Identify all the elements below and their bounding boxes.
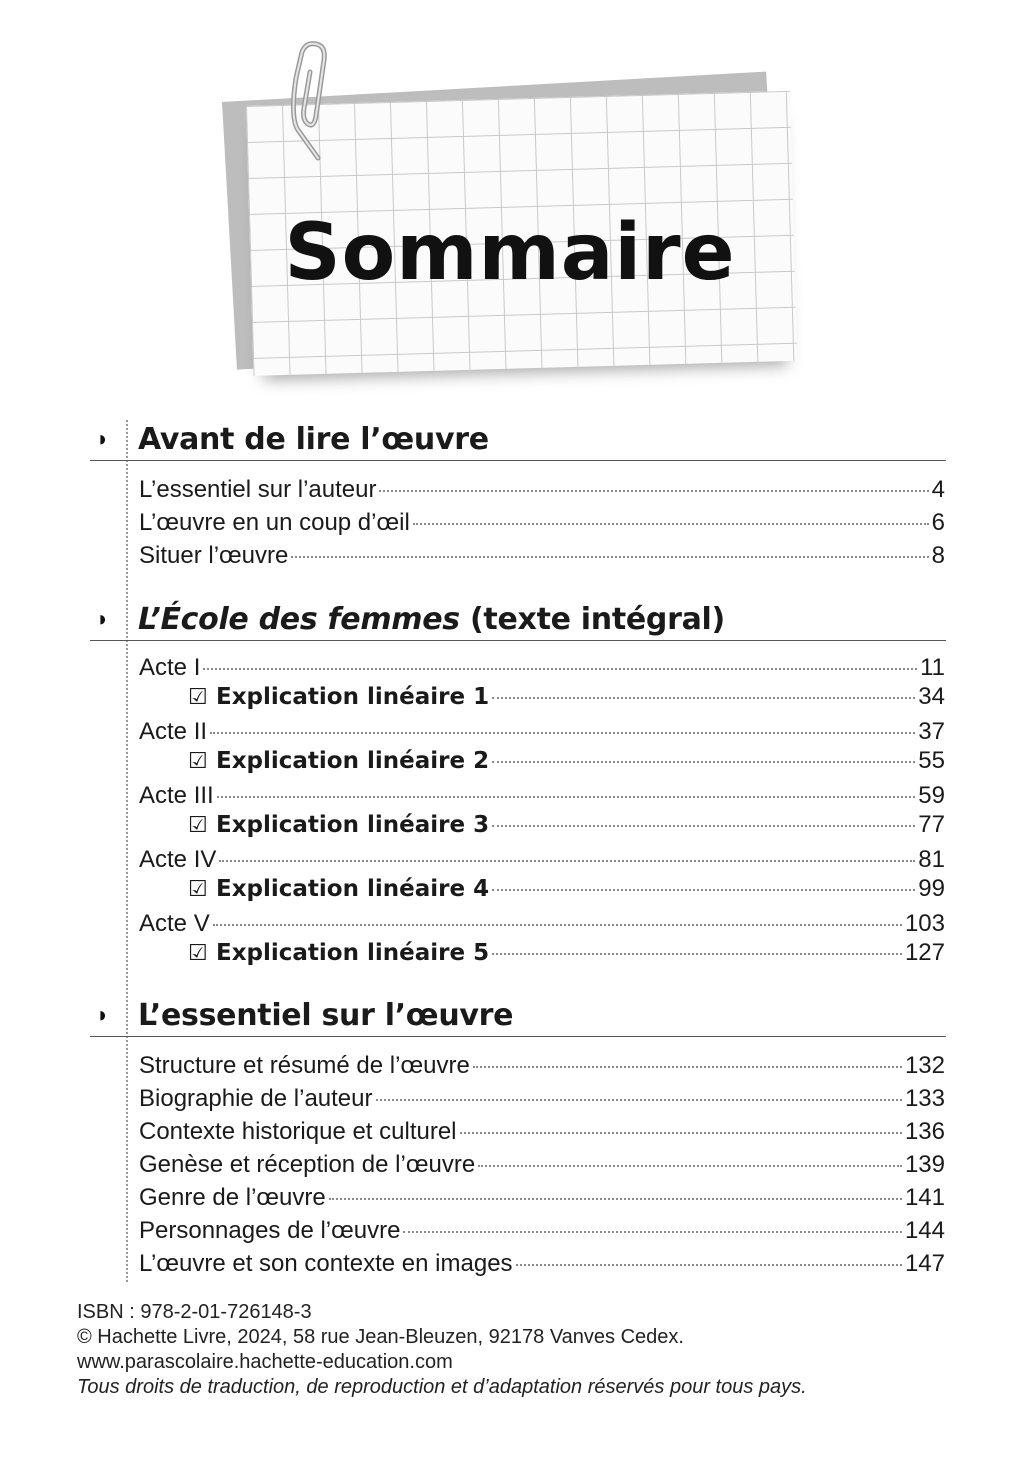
entry-label: Acte V <box>139 910 210 937</box>
page-number: 136 <box>904 1118 945 1145</box>
page-number: 144 <box>904 1217 945 1244</box>
checkmark-icon: ☑ <box>188 685 208 710</box>
dot-leader <box>203 668 917 670</box>
page-number: 4 <box>931 476 945 503</box>
page-number: 133 <box>904 1085 945 1112</box>
toc-entry[interactable] <box>139 1217 945 1249</box>
dot-leader <box>492 825 915 827</box>
dot-leader <box>403 1231 901 1233</box>
triangle-bullet-icon: ◗ <box>96 1002 110 1027</box>
toc-entry[interactable] <box>139 1151 945 1183</box>
entry-label: Acte I <box>139 654 201 681</box>
entry-label: Biographie de l’auteur <box>139 1085 373 1112</box>
page-number: 59 <box>918 782 945 809</box>
toc-entry[interactable] <box>139 476 945 508</box>
dot-leader <box>379 490 928 492</box>
entry-label: Explication linéaire 4 <box>216 876 490 902</box>
copyright-text: © Hachette Livre, 2024, 58 rue Jean-Bleuzen, 92178 Vanves Cedex. <box>77 1326 684 1348</box>
dot-leader <box>473 1066 902 1068</box>
dot-leader <box>492 697 915 699</box>
page-number: 34 <box>918 683 945 710</box>
entry-label: Acte IV <box>139 846 217 873</box>
page-number: 81 <box>918 846 945 873</box>
page-number: 103 <box>904 910 945 937</box>
section-heading <box>90 420 946 461</box>
dot-leader <box>210 732 915 734</box>
toc-entry[interactable] <box>139 910 945 942</box>
dot-leader <box>492 761 915 763</box>
toc-dotted-rail <box>126 420 128 1282</box>
header-note <box>200 30 820 400</box>
entry-label: Explication linéaire 3 <box>216 812 490 838</box>
entry-label: Situer l’œuvre <box>139 542 289 569</box>
toc-entry[interactable] <box>139 1184 945 1216</box>
dot-leader <box>213 924 902 926</box>
entry-label: Contexte historique et culturel <box>139 1118 457 1145</box>
toc-subentry[interactable] <box>188 875 945 907</box>
checkmark-icon: ☑ <box>188 877 208 902</box>
entry-label: Explication linéaire 5 <box>216 940 490 966</box>
checkmark-icon: ☑ <box>188 749 208 774</box>
toc-entry[interactable] <box>139 654 945 686</box>
toc-entry[interactable] <box>139 1085 945 1117</box>
entry-label: Explication linéaire 1 <box>216 684 490 710</box>
dot-leader <box>516 1264 902 1266</box>
entry-label: L’œuvre en un coup d’œil <box>139 509 410 536</box>
page-number: 147 <box>904 1250 945 1277</box>
dot-leader <box>329 1198 902 1200</box>
checkmark-icon: ☑ <box>188 813 208 838</box>
toc-entry[interactable] <box>139 1052 945 1084</box>
page-title: Sommaire <box>284 208 736 298</box>
page-number: 55 <box>918 747 945 774</box>
triangle-bullet-icon: ◗ <box>96 426 110 451</box>
page-number: 6 <box>931 509 945 536</box>
entry-label: Genre de l’œuvre <box>139 1184 326 1211</box>
section-title: L’essentiel sur l’œuvre <box>138 998 514 1033</box>
toc-entry[interactable] <box>139 1250 945 1282</box>
page-number: 37 <box>918 718 945 745</box>
toc-subentry[interactable] <box>188 939 945 971</box>
section-heading <box>90 600 946 641</box>
entry-label: Structure et résumé de l’œuvre <box>139 1052 470 1079</box>
isbn-text: ISBN : 978-2-01-726148-3 <box>77 1301 312 1323</box>
page-number: 127 <box>904 939 945 966</box>
paperclip-icon <box>284 38 344 168</box>
dot-leader <box>219 860 915 862</box>
section-heading <box>90 996 946 1037</box>
toc-subentry[interactable] <box>188 683 945 715</box>
dot-leader <box>376 1099 902 1101</box>
dot-leader <box>217 796 916 798</box>
entry-label: Acte III <box>139 782 214 809</box>
entry-label: Personnages de l’œuvre <box>139 1217 401 1244</box>
colophon <box>77 1300 807 1400</box>
toc-entry[interactable] <box>139 1118 945 1150</box>
website-link[interactable]: www.parascolaire.hachette-education.com <box>77 1351 453 1373</box>
toc-entry[interactable] <box>139 782 945 814</box>
toc-entry[interactable] <box>139 509 945 541</box>
toc-subentry[interactable] <box>188 747 945 779</box>
page-number: 139 <box>904 1151 945 1178</box>
dot-leader <box>478 1165 902 1167</box>
toc-entry[interactable] <box>139 846 945 878</box>
dot-leader <box>291 556 928 558</box>
page-number: 99 <box>918 875 945 902</box>
section-title: Avant de lire l’œuvre <box>138 422 489 457</box>
toc-entry[interactable] <box>139 718 945 750</box>
page-number: 8 <box>931 542 945 569</box>
dot-leader <box>460 1132 902 1134</box>
dot-leader <box>413 523 929 525</box>
checkmark-icon: ☑ <box>188 941 208 966</box>
page-number: 132 <box>904 1052 945 1079</box>
toc-subentry[interactable] <box>188 811 945 843</box>
entry-label: Explication linéaire 2 <box>216 748 490 774</box>
entry-label: L’essentiel sur l’auteur <box>139 476 377 503</box>
page-number: 141 <box>904 1184 945 1211</box>
entry-label: L’œuvre et son contexte en images <box>139 1250 513 1277</box>
page-number: 77 <box>918 811 945 838</box>
entry-label: Genèse et réception de l’œuvre <box>139 1151 476 1178</box>
triangle-bullet-icon: ◗ <box>96 606 110 631</box>
entry-label: Acte II <box>139 718 208 745</box>
page-number: 11 <box>920 654 945 681</box>
dot-leader <box>492 889 915 891</box>
section-title: L’École des femmes (texte intégral) <box>138 602 725 637</box>
rights-notice: Tous droits de traduction, de reproduction et d’adaptation réservés pour tous pays. <box>77 1376 807 1398</box>
toc-entry[interactable] <box>139 542 945 574</box>
dot-leader <box>492 953 902 955</box>
